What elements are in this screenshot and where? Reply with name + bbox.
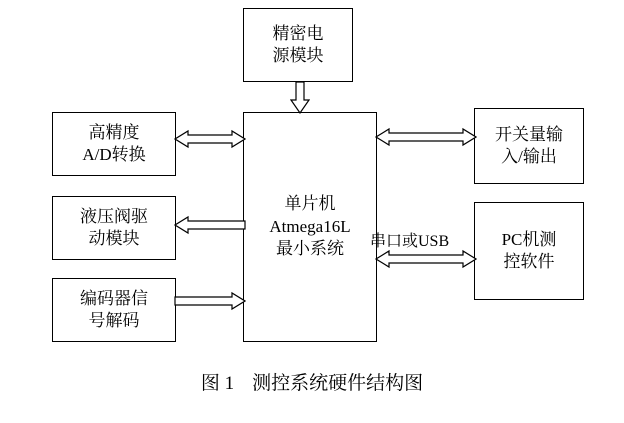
figure-number: 图 1 [200, 373, 235, 394]
block-pc-software-line2: 控软件 [503, 252, 555, 271]
arrow-ad-to-mcu [174, 128, 246, 150]
block-hydraulic-valve-driver-line1: 液压阀驱 [80, 206, 148, 226]
arrow-mcu-to-switch [375, 126, 477, 148]
block-mcu-line2: Atmega16L [269, 216, 351, 236]
serial-interface-label: 串口或USB [370, 233, 450, 250]
block-power-module-line2: 源模块 [272, 46, 324, 65]
figure-caption-text: 测控系统硬件结构图 [252, 373, 424, 394]
block-hydraulic-valve-driver-line2: 动模块 [88, 229, 140, 248]
block-encoder-decoder [52, 278, 176, 342]
arrow-mcu-to-pc [375, 248, 477, 270]
block-ad-converter-line1: 高精度 [88, 122, 140, 142]
block-pc-software [474, 202, 584, 300]
block-mcu-line1: 单片机 [284, 194, 336, 214]
block-switch-io-line1: 开关量输 [495, 124, 563, 144]
figure-caption [0, 368, 624, 395]
block-power-module-line1: 精密电 [272, 23, 324, 43]
block-encoder-decoder-line2: 号解码 [88, 311, 140, 330]
block-ad-converter-line2: A/D转换 [82, 145, 146, 164]
arrow-encoder-to-mcu [174, 290, 246, 312]
block-mcu [243, 112, 377, 342]
block-hydraulic-valve-driver [52, 196, 176, 260]
block-ad-converter [52, 112, 176, 176]
block-power-module [243, 8, 353, 82]
block-encoder-decoder-line1: 编码器信 [80, 288, 148, 308]
arrow-power-to-mcu [290, 82, 310, 114]
block-switch-io [474, 108, 584, 184]
arrow-mcu-to-valve [174, 214, 246, 236]
block-switch-io-line2: 入/输出 [501, 147, 557, 166]
block-pc-software-line1: PC机测 [501, 229, 557, 249]
block-mcu-line3: 最小系统 [276, 239, 344, 259]
